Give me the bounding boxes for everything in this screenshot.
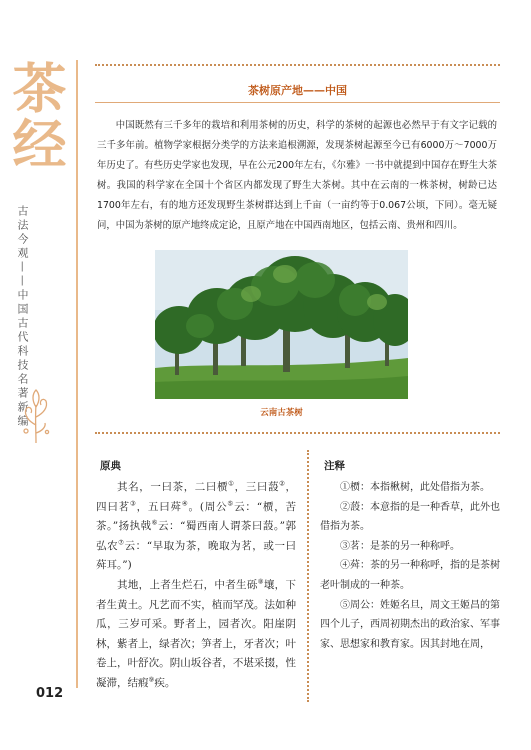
note-marker: ⑨ <box>148 675 155 684</box>
annotation-item: ②蔎：本意指的是一种香草，此外也借指为茶。 <box>320 501 500 533</box>
annotation-item: ③茗：是茶的另一种称呼。 <box>340 540 460 552</box>
title-underline <box>95 102 500 103</box>
note-marker: ⑥ <box>151 518 158 527</box>
book-title: 茶经 <box>4 60 67 172</box>
note-marker: ④ <box>181 499 189 508</box>
original-paragraph-1: 其名，一曰茶，二曰槚①，三曰蔎②，四曰茗③，五曰荈④。(周公⑤云：“槚，苦茶。”扬执戟⑥云：“蜀西南人谓茶曰蔎。”郭弘农⑦云：“早取为茶，晚取为茗，或一曰荈耳。”) <box>96 479 297 572</box>
note-marker: ⑤ <box>227 499 235 508</box>
note-marker: ② <box>279 479 286 488</box>
page-number: 012 <box>36 686 64 701</box>
annotation-item: ⑤周公：姓姬名旦，周文王姬昌的第四个儿子，西周初期杰出的政治家、军事家、思想家和教育家。因其封地在周， <box>320 599 500 650</box>
photo-caption: 云南古茶树 <box>260 408 303 418</box>
margin-rule <box>76 60 78 688</box>
original-paragraph-2: 其地，上者生烂石，中者生砾⑧壤，下者生黄土。凡艺而不实，植而罕茂。法如种瓜，三岁可采。野者上，园者次。阳崖阴林，紫者上，绿者次；笋者上，牙者次；叶卷上，叶舒次。阴山坂谷者，不堪采掇，性凝滞，结瘕⑨疾。 <box>96 577 297 689</box>
section-title: 茶树原产地——中国 <box>248 84 347 97</box>
note-marker: ⑦ <box>118 538 125 547</box>
annotations-heading: 注释 <box>324 460 345 472</box>
floral-ornament-icon <box>18 385 54 449</box>
dotted-divider-middle <box>95 432 500 434</box>
ancient-tea-tree-photo <box>155 250 408 399</box>
original-text <box>96 478 296 694</box>
annotation-item: ④荈：茶的另一种称呼，指的是茶树老叶制成的一种茶。 <box>320 560 500 591</box>
annotations-list <box>320 478 500 654</box>
original-text-heading: 原典 <box>100 460 121 472</box>
dotted-divider-top <box>95 64 500 66</box>
note-marker: ③ <box>129 499 137 508</box>
column-divider <box>307 450 309 702</box>
note-marker: ① <box>228 479 235 488</box>
intro-paragraph: 中国既然有三千多年的栽培和利用茶树的历史，科学的茶树的起源也必然早于有文字记载的三千多年前。植物学家根据分类学的方法来追根溯源，发现茶树起源至今已有6000万～7000万年历史了。有些历史学家也发现，早在公元200年左右，《尔雅》一书中就提到中国存在野生大茶树。我国的科学家在全国十个省区内都发现了野生大茶树。其中在云南的一株茶树，树龄已达1700年左右，有的地方还发现野生茶树群达到上千亩（一亩约等于0.067公顷，下同）。毫无疑问，中国为茶树的原产地终成定论，且原产地在中国西南地区，包括云南、贵州和四川。 <box>97 120 497 231</box>
annotation-item: ①槚：本指楸树，此处借指为茶。 <box>340 482 490 493</box>
note-marker: ⑧ <box>257 577 264 586</box>
series-subtitle: 古法今观——中国古代科技名著新编 <box>16 205 29 429</box>
